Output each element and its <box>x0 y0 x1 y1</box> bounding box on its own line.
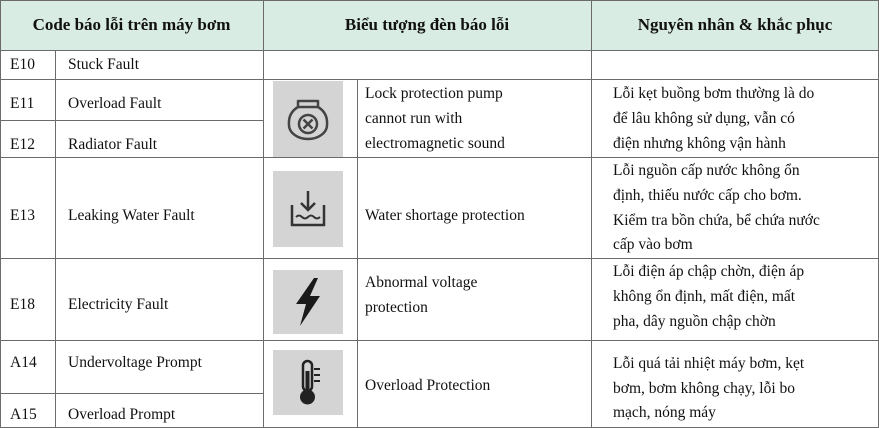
error-code: E12 <box>10 136 35 153</box>
error-code: E11 <box>10 95 35 112</box>
grid-line <box>0 393 263 394</box>
cause-text: Lỗi điện áp chập chờn, điện áp <box>613 263 805 280</box>
cause-text: bơm, bơm không chạy, lỗi bo <box>613 380 795 397</box>
thermometer-icon <box>273 350 343 415</box>
cause-text: định, thiếu nước cấp cho bơm. <box>613 187 802 204</box>
cause-text: điện nhưng không vận hành <box>613 135 786 152</box>
cause-text: Lỗi kẹt buồng bơm thường là do <box>613 85 815 102</box>
grid-line <box>0 0 879 1</box>
protection-description: cannot run with <box>365 110 463 127</box>
error-name: Leaking Water Fault <box>68 207 195 224</box>
lightning-bolt-icon <box>273 270 343 334</box>
grid-line <box>0 0 1 428</box>
error-code: A15 <box>10 406 37 423</box>
error-code: E13 <box>10 207 35 224</box>
grid-line <box>0 50 879 51</box>
protection-description: Abnormal voltage <box>365 274 478 291</box>
error-name: Undervoltage Prompt <box>68 354 202 371</box>
grid-line <box>55 50 56 428</box>
grid-line <box>0 120 263 121</box>
pump-lock-icon <box>273 81 343 157</box>
cause-text: để lâu không sử dụng, vẫn có <box>613 110 795 127</box>
cause-text: Lỗi quá tải nhiệt máy bơm, kẹt <box>613 355 805 372</box>
error-code: A14 <box>10 354 37 371</box>
error-code: E18 <box>10 296 35 313</box>
cause-text: cấp vào bơm <box>613 236 693 253</box>
cause-text: Kiểm tra bồn chứa, bể chứa nước <box>613 212 820 229</box>
protection-description: Overload Protection <box>365 377 491 394</box>
protection-description: Lock protection pump <box>365 85 503 102</box>
header-cause: Nguyên nhân & khắc phục <box>591 0 879 50</box>
error-name: Overload Prompt <box>68 406 176 423</box>
error-name: Stuck Fault <box>68 56 140 73</box>
cause-text: pha, dây nguồn chập chờn <box>613 313 776 330</box>
grid-line <box>0 79 879 80</box>
error-name: Overload Fault <box>68 95 162 112</box>
error-name: Electricity Fault <box>68 296 169 313</box>
protection-description: protection <box>365 299 428 316</box>
grid-line <box>357 79 358 428</box>
grid-line <box>0 340 879 341</box>
header-icon: Biểu tượng đèn báo lỗi <box>263 0 591 50</box>
water-shortage-icon <box>273 171 343 247</box>
error-name: Radiator Fault <box>68 136 158 153</box>
cause-text: Lỗi nguồn cấp nước không ổn <box>613 162 800 179</box>
grid-line <box>591 0 592 428</box>
header-code: Code báo lỗi trên máy bơm <box>0 0 263 50</box>
cause-text: không ổn định, mất điện, mất <box>613 288 796 305</box>
error-code: E10 <box>10 56 35 73</box>
grid-line <box>263 0 264 428</box>
cause-text: mạch, nóng máy <box>613 404 716 421</box>
protection-description: electromagnetic sound <box>365 135 505 152</box>
protection-description: Water shortage protection <box>365 207 525 224</box>
